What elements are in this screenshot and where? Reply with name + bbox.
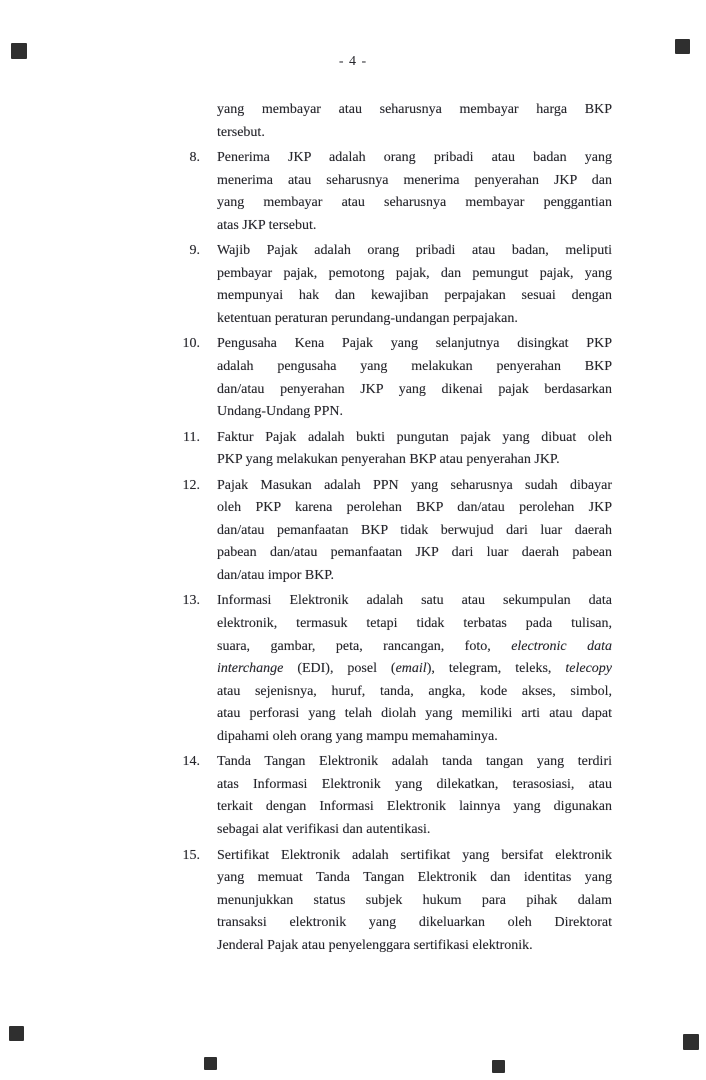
text-segment: elektronik, termasuk tetapi tidak terbatas pada tulisan, [217, 616, 612, 632]
numbered-list-item [180, 427, 612, 472]
text-segment: atas Informasi Elektronik yang dilekatkan, terasosiasi, atau [217, 776, 612, 792]
numbered-list-item [180, 240, 612, 330]
scan-mark-bottom-center-left [204, 1057, 217, 1070]
document-body [180, 96, 612, 957]
italic-text-segment: electronic data [511, 638, 612, 654]
text-line [217, 819, 612, 842]
text-line [217, 449, 612, 472]
text-line [217, 285, 612, 308]
text-line [217, 427, 612, 450]
text-line [217, 751, 612, 774]
text-segment: adalah pengusaha yang melakukan penyerahan BKP [217, 359, 612, 375]
scan-mark-bottom-center-right [492, 1060, 505, 1073]
text-line [217, 497, 612, 520]
text-segment: tersebut. [217, 124, 265, 140]
text-segment: ), telegram, teleks, [426, 661, 566, 677]
text-segment: ketentuan peraturan perundang-undangan perpajakan. [217, 310, 518, 326]
italic-text-segment: interchange [217, 661, 284, 677]
item-text [217, 475, 612, 588]
text-segment: terkait dengan Informasi Elektronik lainnya yang digunakan [217, 799, 612, 815]
text-segment: atas JKP tersebut. [217, 217, 317, 233]
item-text [217, 147, 612, 237]
text-segment: atau sejenisnya, huruf, tanda, angka, kode akses, simbol, [217, 683, 612, 699]
italic-text-segment: email [395, 661, 427, 677]
text-line [217, 308, 612, 331]
continuation-paragraph [180, 99, 612, 144]
text-line [217, 542, 612, 565]
text-line [217, 192, 612, 215]
text-segment: menunjukkan status subjek hukum para pihak dalam [217, 892, 612, 908]
text-segment: dan/atau pemanfaatan BKP tidak berwujud dari luar daerah [217, 522, 612, 538]
text-segment: dan/atau impor BKP. [217, 567, 335, 583]
text-line [217, 890, 612, 913]
text-segment: Wajib Pajak adalah orang pribadi atau badan, meliputi [217, 243, 612, 259]
numbered-list-item [180, 751, 612, 841]
text-segment: pembayar pajak, pemotong pajak, dan pemungut pajak, yang [217, 265, 612, 281]
text-segment: dipahami oleh orang yang mampu memahaminya. [217, 728, 498, 744]
text-segment: Jenderal Pajak atau penyelenggara sertifikasi elektronik. [217, 937, 533, 953]
text-segment: oleh PKP karena perolehan BKP dan/atau perolehan JKP [217, 500, 612, 516]
page-number: - 4 - [338, 54, 368, 69]
text-line [217, 565, 612, 588]
text-line [217, 170, 612, 193]
item-number: 8. [189, 150, 200, 166]
item-number: 10. [182, 336, 200, 352]
numbered-list-item [180, 147, 612, 237]
text-line [217, 726, 612, 749]
text-segment: transaksi elektronik yang dikeluarkan oleh Direktorat [217, 915, 612, 931]
text-line [217, 122, 612, 145]
item-number: 12. [182, 477, 200, 493]
item-number: 13. [182, 593, 200, 609]
text-line [217, 867, 612, 890]
text-line [217, 703, 612, 726]
text-segment: Tanda Tangan Elektronik adalah tanda tangan yang terdiri [217, 754, 612, 770]
text-line [217, 99, 612, 122]
text-segment: suara, gambar, peta, rancangan, foto, [217, 638, 512, 654]
text-line [217, 935, 612, 958]
text-line [217, 147, 612, 170]
text-segment: dan/atau penyerahan JKP yang dikenai pajak berdasarkan [217, 381, 612, 397]
item-text [217, 333, 612, 423]
item-number: 11. [183, 429, 200, 445]
text-line [217, 590, 612, 613]
text-line [217, 475, 612, 498]
text-segment: mempunyai hak dan kewajiban perpajakan sesuai dengan [217, 288, 612, 304]
scan-mark-top-right [675, 39, 690, 54]
text-line [217, 263, 612, 286]
text-segment: menerima atau seharusnya menerima penyerahan JKP dan [217, 172, 612, 188]
text-line [217, 912, 612, 935]
item-text [217, 240, 612, 330]
text-segment: Informasi Elektronik adalah satu atau sekumpulan data [217, 593, 612, 609]
item-number: 14. [182, 754, 200, 770]
text-line [217, 658, 612, 681]
text-segment: sebagai alat verifikasi dan autentikasi. [217, 821, 431, 837]
text-segment: PKP yang melakukan penyerahan BKP atau penyerahan JKP. [217, 452, 560, 468]
text-segment: Pajak Masukan adalah PPN yang seharusnya sudah dibayar [217, 477, 612, 493]
item-text [217, 845, 612, 958]
text-segment: yang membayar atau seharusnya membayar penggantian [217, 195, 612, 211]
text-line [217, 215, 612, 238]
text-line [217, 681, 612, 704]
text-line [217, 845, 612, 868]
text-line [217, 796, 612, 819]
text-line [217, 774, 612, 797]
item-text [217, 590, 612, 748]
item-number: 9. [189, 243, 200, 259]
text-segment: pabean dan/atau pemanfaatan JKP dari luar daerah pabean [217, 545, 612, 561]
item-text [217, 751, 612, 841]
italic-text-segment: telecopy [565, 661, 612, 677]
text-segment: Sertifikat Elektronik adalah sertifikat yang bersifat elektronik [217, 847, 612, 863]
item-text [217, 427, 612, 472]
numbered-list-item [180, 590, 612, 748]
text-line [217, 636, 612, 659]
text-segment: Undang-Undang PPN. [217, 404, 343, 420]
text-line [217, 240, 612, 263]
text-segment: atau perforasi yang telah diolah yang memiliki arti atau dapat [217, 706, 612, 722]
numbered-list-item [180, 475, 612, 588]
text-line [217, 613, 612, 636]
text-segment: yang memuat Tanda Tangan Elektronik dan identitas yang [217, 870, 612, 886]
text-line [217, 333, 612, 356]
text-segment: Faktur Pajak adalah bukti pungutan pajak yang dibuat oleh [217, 429, 612, 445]
text-segment: (EDI), posel ( [283, 661, 396, 677]
scan-mark-bottom-left [9, 1026, 24, 1041]
text-segment: yang membayar atau seharusnya membayar harga BKP [217, 102, 612, 117]
text-line [217, 379, 612, 402]
text-segment: Pengusaha Kena Pajak yang selanjutnya disingkat PKP [217, 336, 612, 352]
text-segment: Penerima JKP adalah orang pribadi atau badan yang [217, 150, 612, 166]
numbered-list-item [180, 845, 612, 958]
text-line [217, 356, 612, 379]
scan-mark-bottom-right [683, 1034, 699, 1050]
item-number: 15. [182, 847, 200, 863]
numbered-list-item [180, 333, 612, 423]
text-line [217, 401, 612, 424]
item-text [217, 99, 612, 144]
text-line [217, 520, 612, 543]
